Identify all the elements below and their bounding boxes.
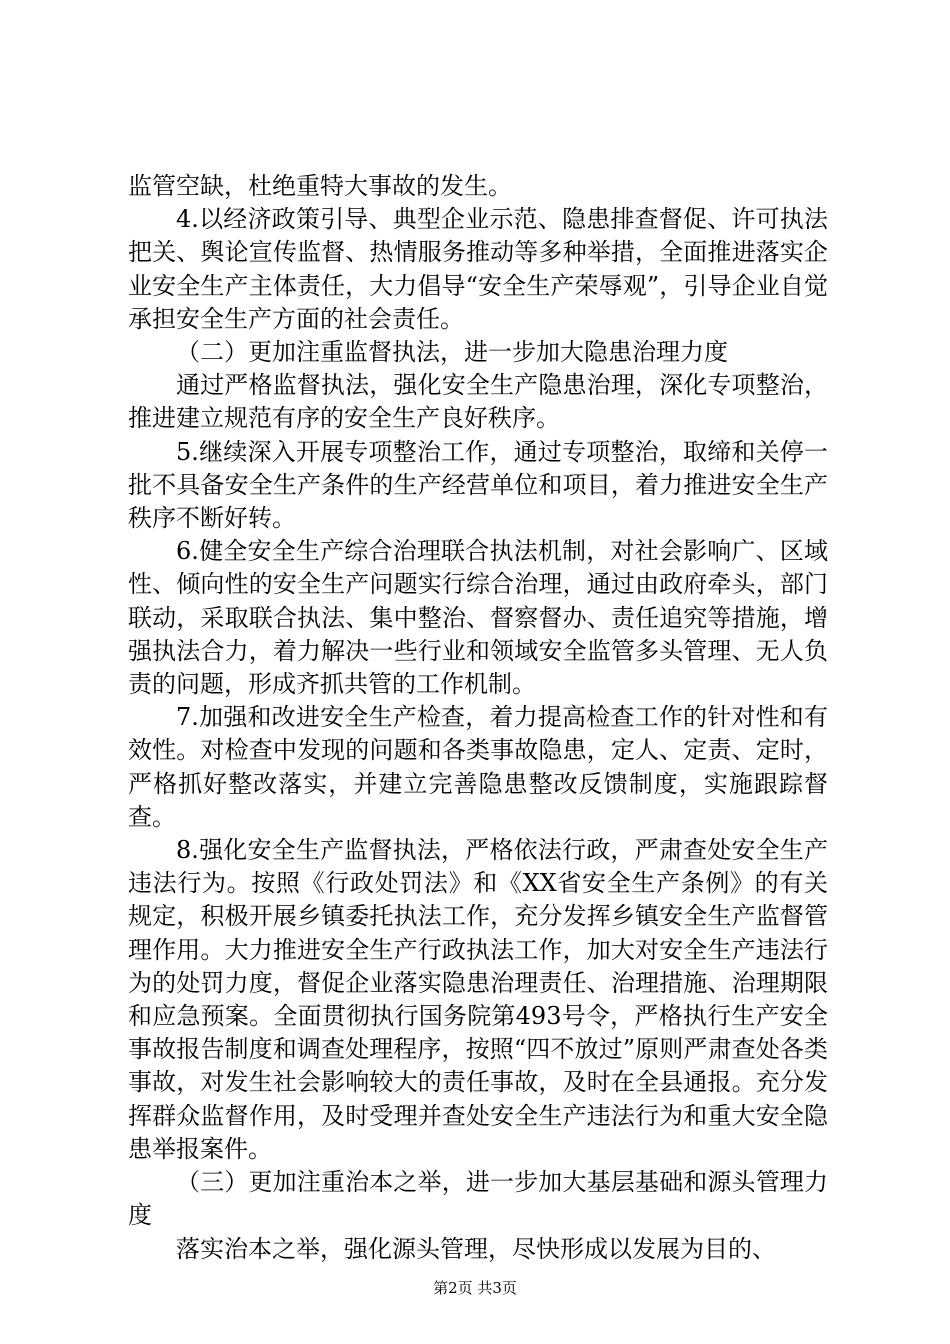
document-body (128, 170, 828, 1266)
page-footer: 第2页 共3页 (433, 1279, 517, 1297)
paragraph-item-5: 5.继续深入开展专项整治工作，通过专项整治，取缔和关停一批不具备安全生产条件的生产经营单位和项目，着力推进安全生产秩序不断好转。 (128, 437, 828, 533)
paragraph-intro-2: 通过严格监督执法，强化安全生产隐患治理，深化专项整治，推进建立规范有序的安全生产良好秩序。 (128, 371, 828, 433)
paragraph-item-4: 4.以经济政策引导、典型企业示范、隐患排查督促、许可执法把关、舆论宣传监督、热情服务推动等多种举措，全面推进落实企业安全生产主体责任，大力倡导“安全生产荣辱观”，引导企业自觉承担安全生产方面的社会责任。 (128, 205, 828, 333)
paragraph-item-7: 7.加强和改进安全生产检查，着力提高检查工作的针对性和有效性。对检查中发现的问题和各类事故隐患，定人、定责、定时，严格抓好整改落实，并建立完善隐患整改反馈制度，实施跟踪督查。 (128, 703, 828, 831)
paragraph-continuation: 监管空缺，杜绝重特大事故的发生。 (128, 172, 512, 200)
paragraph-item-8: 8.强化安全生产监督执法，严格依法行政，严肃查处安全生产违法行为。按照《行政处罚法》和《XX省安全生产条例》的有关规定，积极开展乡镇委托执法工作，充分发挥乡镇安全生产监督管理作用。大力推进安全生产行政执法工作，加大对安全生产违法行为的处罚力度，督促企业落实隐患治理责任、治理措施、治理期限和应急预案。全面贯彻执行国务院第493号令，严格执行生产安全事故报告制度和调查处理程序，按照“四不放过”原则严肃查处各类事故，对发生社会影响较大的责任事故，及时在全县通报。充分发挥群众监督作用，及时受理并查处安全生产违法行为和重大安全隐患举报案件。 (128, 836, 828, 1163)
section-heading-2: （二）更加注重监督执法，进一步加大隐患治理力度 (176, 338, 728, 367)
paragraph-intro-3: 落实治本之举，强化源头管理，尽快形成以发展为目的、 (176, 1234, 776, 1263)
paragraph-item-6: 6.健全安全生产综合治理联合执法机制，对社会影响广、区域性、倾向性的安全生产问题实行综合治理，通过由政府牵头，部门联动，采取联合执法、集中整治、督察督办、责任追究等措施，增强执法合力，着力解决一些行业和领域安全监管多头管理、无人负责的问题，形成齐抓共管的工作机制。 (128, 537, 828, 699)
section-heading-3: （三）更加注重治本之举，进一步加大基层基础和源头管理力度 (128, 1168, 828, 1230)
